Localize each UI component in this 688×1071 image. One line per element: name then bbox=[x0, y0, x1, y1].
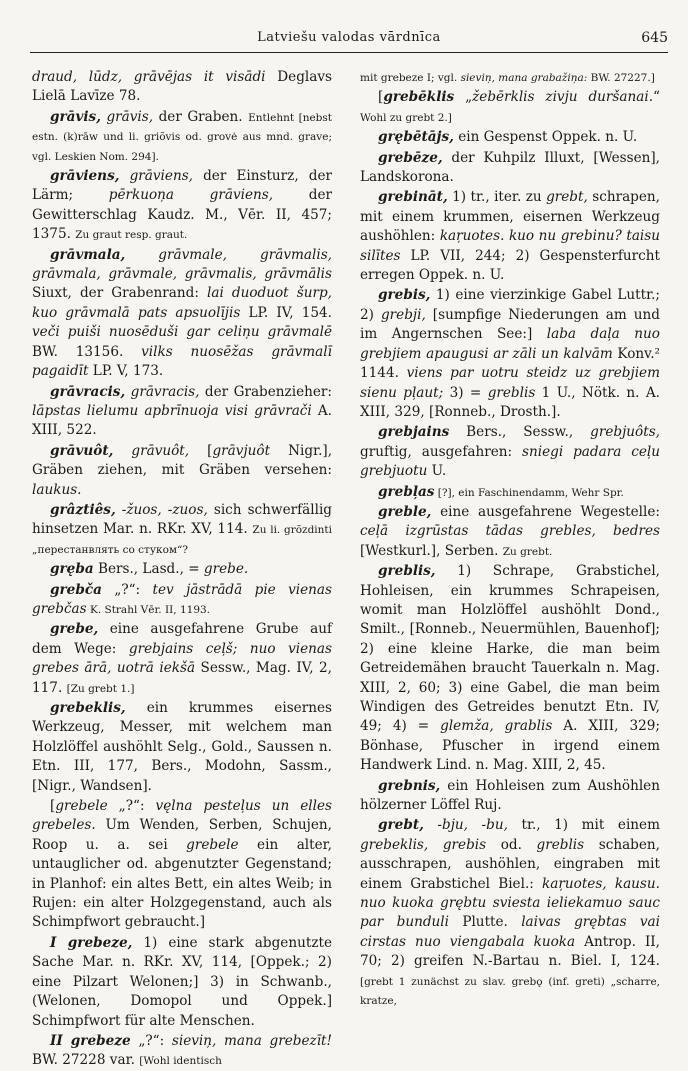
entry-headword: grāvuôt, bbox=[50, 442, 114, 459]
entry-text: ein krummes eisernes Werkzeug, Messer, mit welchem man Holzlöffel aushöhlt Selg., Gold., Saussen n. Etn. III, 177, Bers., Modohn, Sassm., [Nigr., Wandsen]. bbox=[32, 700, 332, 794]
entry-headword: grebēklis bbox=[383, 89, 455, 106]
dictionary-entry bbox=[32, 620, 332, 698]
entry-text: žebērklis zivju duršanai. bbox=[472, 89, 654, 106]
dictionary-entry bbox=[360, 88, 660, 127]
entry-text: U. bbox=[427, 463, 447, 480]
entry-text: grāvracis, bbox=[125, 383, 200, 400]
entry-text: der Kuhpilz Illuxt, [Wessen], Landskorona. bbox=[360, 149, 660, 186]
entry-text: Um Wenden, Serben, Schujen, Roop u. a. sei bbox=[32, 817, 332, 853]
entry-text: Siuxt, der Grabenrand: bbox=[32, 285, 207, 302]
entry-text: kaŗuotes, kausu. nuo kuoka grębtu sviesta ieliekamuo sauc par bunduli bbox=[360, 875, 660, 931]
entry-text: tev jāstrādā pie vienas grebčas bbox=[32, 581, 332, 617]
entry-text: ein Gespenst Oppek. n. U. bbox=[453, 129, 638, 146]
entry-text: schaben, ausschrapen, aushöhlen, eingraben mit einem Grabstichel Biel.: bbox=[360, 836, 660, 892]
entry-headword: grebis, bbox=[378, 287, 431, 304]
entry-text: grebele bbox=[186, 836, 239, 853]
dictionary-entry bbox=[32, 581, 332, 620]
entry-text: od. bbox=[486, 836, 537, 853]
entry-text: “ bbox=[653, 89, 660, 106]
dictionary-entry bbox=[360, 562, 660, 775]
page-header bbox=[30, 30, 668, 53]
entry-text: 1) eine vierzinkige Gabel Luttr.; 2) bbox=[360, 287, 660, 323]
dictionary-entry bbox=[32, 699, 332, 796]
entry-text: draud, lūdz, grāvējas it visādi bbox=[32, 69, 266, 85]
entry-headword: grebt, bbox=[378, 817, 424, 834]
left-column bbox=[32, 68, 333, 1069]
entry-text: laukus. bbox=[32, 481, 82, 498]
entry-text: Konv.² 1144. bbox=[360, 345, 660, 382]
entry-text: Sessw., Mag. IV, 2, 117. bbox=[32, 660, 332, 696]
entry-text: laba daļa nuo grebjiem apaugusi ar zāli un kalvām bbox=[360, 326, 660, 362]
entry-text: BW. 13156. bbox=[32, 343, 142, 360]
entry-text: glemža, grablis bbox=[440, 718, 553, 735]
dictionary-entry bbox=[360, 149, 660, 188]
entry-text: grāvmale, grāvmalis, grāvmala, grāvmale, grāvmalis, grāvmālis bbox=[32, 246, 332, 283]
entry-headword: grebča bbox=[50, 581, 102, 598]
entry-text: Bers., Lasd., = bbox=[93, 561, 204, 578]
entry-text: [ bbox=[189, 442, 213, 459]
dictionary-entry bbox=[360, 777, 660, 816]
entry-text: Wohl zu grebt 2.] bbox=[360, 111, 452, 124]
entry-headword: grebjains bbox=[378, 424, 450, 441]
entry-headword: grębētājs, bbox=[378, 129, 454, 146]
dictionary-entry bbox=[32, 68, 332, 107]
dictionary-entry bbox=[32, 442, 332, 500]
entry-text: K. Strahl Vēr. II, 1193. bbox=[86, 603, 211, 616]
entry-text: eine ausgefahrene Grube auf dem Wege: bbox=[32, 621, 332, 657]
right-column bbox=[360, 68, 661, 1008]
entry-text: vilks nuosēžas grāvmalī pagaidīt bbox=[32, 343, 332, 380]
entry-text: 1) Schrape, Grabstichel, Hohleisen, ein krummes Schrapeisen, womit man Holzlöffel aushöhlt Dond., Smilt., [Ronneb., Neuermühlen, Bauenhof]; 2) eine kleine Harke, die man beim Getreidemähen braucht Tauerkaln n. Mag. XIII, 2, 60; 3) eine Gabel, die man beim Windigen des Getreides benutzt Etn. IV, 49; 4) = bbox=[360, 563, 660, 735]
dictionary-entry bbox=[32, 1032, 332, 1071]
dictionary-entry bbox=[360, 483, 660, 502]
entry-text: sich schwerfällig hinsetzen Mar. n. RKr. XV, 114. bbox=[32, 501, 332, 538]
entry-text: sieviņ, mana grebezīt! bbox=[171, 1032, 332, 1049]
entry-text: Zu grebt. bbox=[502, 545, 553, 558]
entry-text: BW. 27228 var. bbox=[32, 1052, 140, 1069]
entry-text: 1 U., Nötk. n. A. XIII, 329, [Ronneb., Drosth.]. bbox=[360, 384, 660, 420]
entry-headword: grâztiês, bbox=[50, 501, 116, 518]
entry-headword: grebēze, bbox=[378, 149, 443, 166]
entry-text: [ bbox=[50, 798, 56, 815]
entry-text: lāpstas lielumu apbrīnuoja visi grāvrači bbox=[32, 402, 312, 419]
entry-text: grāviens, bbox=[119, 168, 193, 185]
entry-text: sieviņ, mana grabažiņa: bbox=[460, 72, 588, 84]
entry-text: 1) tr., iter. zu bbox=[447, 189, 547, 206]
entry-text: mit grebeze I; vgl. bbox=[360, 72, 461, 84]
entry-text: pērkuoņa grāviens, bbox=[108, 187, 274, 204]
entry-text: vęlna pesteļus un elles grebeles. bbox=[32, 798, 332, 834]
entry-text: ein Hohleisen zum Aushöhlen hölzerner Löffel Ruj. bbox=[360, 777, 660, 814]
dictionary-entry bbox=[32, 560, 332, 579]
entry-text: Plutte. bbox=[449, 914, 522, 931]
entry-text: greblis bbox=[536, 836, 585, 853]
entry-text: tr., 1) mit einem bbox=[507, 817, 660, 834]
entry-text: „?“: bbox=[130, 1032, 172, 1049]
entry-text: LP. VII, 244; 2) Gespensterfurcht erregen Oppek. n. U. bbox=[360, 247, 660, 284]
entry-text: veči puiši nuosēduši gar celiņu grāvmalē bbox=[32, 324, 332, 341]
entry-headword: grebnis, bbox=[378, 777, 441, 794]
entry-text: grebjuôts, bbox=[590, 424, 660, 441]
entry-text: grāvuôt, bbox=[113, 442, 190, 459]
entry-text: grebele bbox=[55, 798, 108, 815]
entry-text: grebeklis, grebis bbox=[360, 836, 487, 853]
entry-text: ein alter, untauglicher od. abgenutzter Gegenstand; in Planhof: ein altes Bett, ein altes Weib; in Rujen: ein alter Holzgegenstand, auch als Schimpfwort gebraucht.] bbox=[32, 836, 332, 931]
entry-text: grebt, bbox=[546, 189, 588, 206]
entry-text: grebe. bbox=[203, 561, 249, 578]
entry-text: der Einsturz, der Lärm; bbox=[32, 168, 332, 204]
entry-text: A. XIII, 522. bbox=[32, 402, 332, 439]
entry-text: kaŗuotes. kuo nu grebinu? taisu silītes bbox=[360, 228, 661, 264]
entry-text: [Wohl identisch bbox=[139, 1055, 222, 1068]
dictionary-entry bbox=[360, 128, 660, 147]
entry-text: 3) = bbox=[443, 384, 488, 401]
entry-text: grebjains ceļš; nuo vienas grebes ārā, uotrā iekšā bbox=[32, 640, 332, 677]
entry-headword: grebināt, bbox=[378, 189, 448, 206]
entry-headword: greblis, bbox=[378, 563, 436, 580]
entry-headword: grāvis, bbox=[50, 108, 101, 125]
entry-text: Zu graut resp. graut. bbox=[75, 229, 188, 242]
entry-text: [ bbox=[378, 89, 384, 106]
entry-headword: grebļas bbox=[378, 483, 435, 500]
entry-text: Nigr.], Gräben ziehen, mit Gräben versehen: bbox=[32, 442, 333, 479]
entry-headword: grebeklis, bbox=[50, 700, 126, 716]
entry-text: LP. V, 173. bbox=[88, 363, 164, 380]
entry-text: [?], ein Faschinendamm, Wehr Spr. bbox=[434, 486, 624, 499]
entry-text: der Grabenzieher: bbox=[199, 383, 332, 400]
entry-text: „?“: bbox=[101, 581, 153, 598]
entry-headword: grebe, bbox=[50, 621, 99, 638]
entry-text: [Westkurl.], Serben. bbox=[360, 542, 503, 559]
dictionary-entry bbox=[360, 423, 660, 481]
entry-text: -bju, -bu, bbox=[423, 817, 508, 834]
dictionary-entry bbox=[32, 246, 332, 382]
entry-text: laivas grębtas vai cirstas nuo viengabala kuoka bbox=[360, 914, 661, 950]
entry-text: Antrop. II, 70; 2) greifen N.-Bartau n. Biel. I, 124. bbox=[360, 933, 660, 970]
dictionary-entry bbox=[32, 108, 332, 166]
entry-text: lai duoduot šurp, kuo grāvmalā pats apsuolījis bbox=[32, 285, 332, 321]
entry-text: A. XIII, 329; Bönhase, Pfuscher in irgend einem Handwerk Lind. n. Mag. XIII, 2, 45. bbox=[360, 718, 660, 774]
entry-text: LP. IV, 154. bbox=[240, 304, 332, 321]
dictionary-entry bbox=[360, 188, 660, 285]
entry-text: BW. 27227.] bbox=[587, 72, 655, 84]
entry-text: der Graben. bbox=[153, 108, 249, 125]
dictionary-entry bbox=[360, 286, 660, 422]
entry-text: schrapen, mit einem krummen, eisernen Werkzeug aushöhlen: bbox=[360, 189, 661, 245]
entry-text: Bers., Sessw., bbox=[449, 424, 591, 441]
entry-text: [sumpfige Niederungen am und im Angernschen See:] bbox=[360, 306, 660, 343]
page-number: 645 bbox=[641, 30, 668, 46]
entry-text: grāvjuôt bbox=[212, 442, 271, 459]
entry-text: -žuos, -zuos, bbox=[115, 501, 208, 518]
dictionary-entry bbox=[32, 797, 332, 933]
dictionary-entry bbox=[360, 503, 660, 561]
entry-headword: II grebeze bbox=[50, 1032, 131, 1049]
dictionary-entry bbox=[32, 501, 332, 559]
dictionary-entry bbox=[32, 934, 332, 1031]
entry-text: „?“: bbox=[107, 798, 156, 815]
entry-headword: grāviens, bbox=[50, 168, 120, 185]
running-title: Latviešu valodas vārdnīca bbox=[257, 30, 441, 45]
entry-text: ceļā izgrūstas tādas grebles, bedres bbox=[360, 523, 660, 540]
dictionary-entry bbox=[360, 68, 660, 87]
entry-headword: gręba bbox=[50, 561, 94, 578]
entry-text: sniegi padara ceļu grebjuotu bbox=[360, 443, 661, 480]
dictionary-entry bbox=[360, 816, 660, 1010]
entry-text: viens par uotru steidz uz grebjiem sienu pļaut; bbox=[360, 365, 660, 401]
entry-text: eine ausgefahrene Wegestelle: bbox=[431, 503, 660, 520]
entry-headword: I grebeze, bbox=[50, 934, 133, 951]
entry-text: [grebt 1 zunächst zu slav. grebǫ (inf. greti) „scharre, kratze, bbox=[360, 975, 660, 1008]
entry-text: [Zu grebt 1.] bbox=[66, 682, 135, 695]
entry-text: greblis bbox=[487, 384, 536, 401]
entry-text: Entlehnt [nebst estn. (k)rāw und li. griõvis od. grovė aus mnd. grave; vgl. Leskien Nom. 294]. bbox=[32, 111, 333, 163]
dictionary-entry bbox=[32, 383, 332, 441]
entry-text: der Gewitterschlag Kaudz. M., Vēr. II, 457; 1375. bbox=[32, 187, 332, 243]
entry-text: grāvis, bbox=[100, 108, 154, 125]
entry-text: gruftig, ausgefahren: bbox=[360, 443, 523, 460]
entry-text: „ bbox=[454, 89, 473, 106]
entry-text: grebji, bbox=[380, 306, 426, 323]
entry-headword: greble, bbox=[378, 503, 432, 520]
entry-text: 1) eine stark abgenutzte Sache Mar. n. RKr. XV, 114, [Oppek.; 2) eine Pilzart Welonen;] 3) in Schwanb., (Welonen, Domopol und Oppek.] Schimpfwort für alte Menschen. bbox=[32, 934, 332, 1029]
dictionary-entry bbox=[32, 167, 332, 245]
entry-text: Deglavs Lielā Lavīze 78. bbox=[32, 69, 332, 105]
entry-headword: grāvracis, bbox=[50, 383, 126, 400]
entry-text: Zu li. grõzdinti „перестанвлять со стуком“? bbox=[32, 524, 333, 556]
entry-headword: grāvmala, bbox=[50, 246, 126, 263]
